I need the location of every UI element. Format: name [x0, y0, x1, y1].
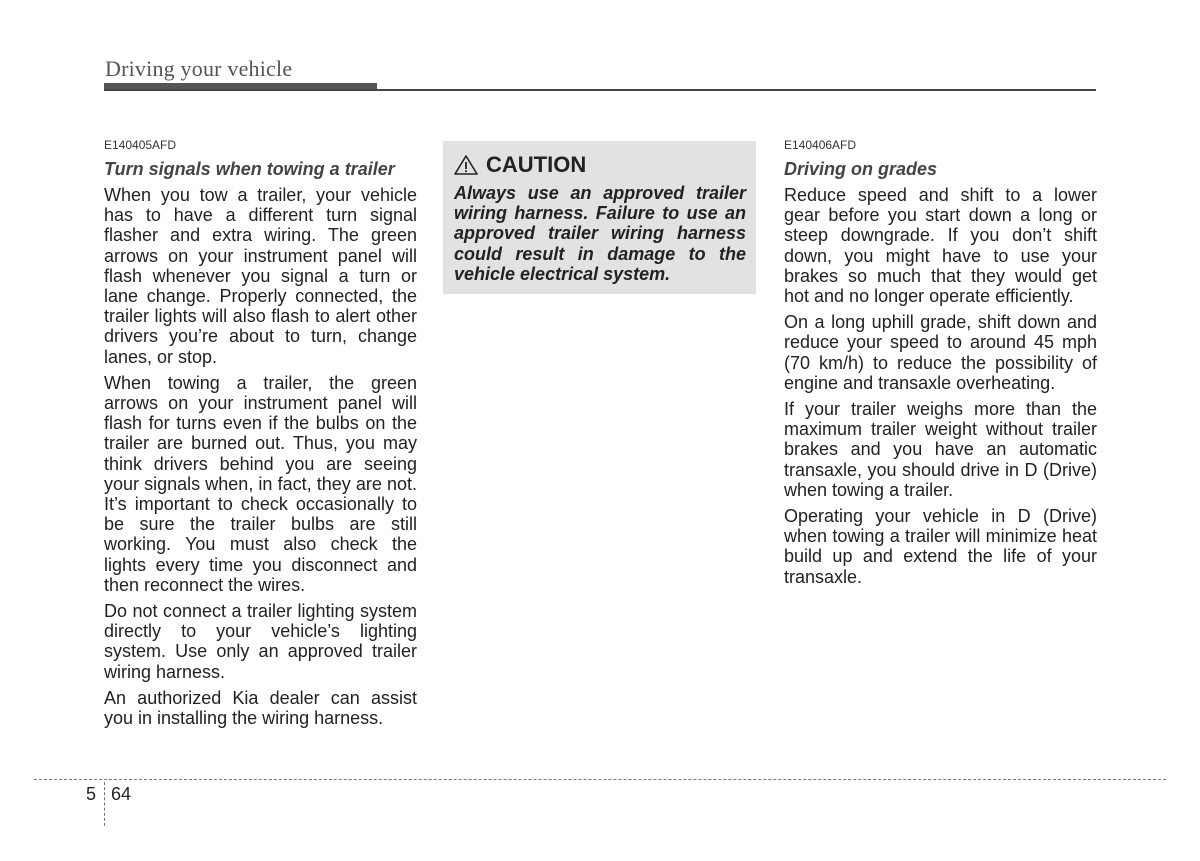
section-heading: Driving on grades: [784, 159, 938, 179]
body-paragraph: On a long uphill grade, shift down and reduce your speed to around 45 mph (70 km/h) to reduce the possibility of engine and transaxle overheating.: [784, 312, 1097, 393]
caution-header: [454, 151, 746, 179]
left-column: [104, 138, 417, 734]
page-number: 64: [111, 784, 132, 804]
body-paragraph: When towing a trailer, the green arrows on your instrument panel will flash for turns even if the bulbs on the trailer are burned out. Thus, you may think drivers behind you are seeing your signals when, in fact, they are not. It’s important to check occasionally to be sure the trailer bulbs are still working. You must also check the lights every time you disconnect and then reconnect the wires.: [104, 372, 417, 595]
caution-title: CAUTION: [486, 152, 587, 177]
body-paragraph: If your trailer weighs more than the maximum trailer weight without trailer brakes and you have an automatic transaxle, you should drive in D (Drive) when towing a trailer.: [784, 399, 1097, 500]
body-paragraph: Do not connect a trailer lighting system directly to your vehicle’s lighting system. Use only an approved trailer wiring harness.: [104, 601, 417, 682]
header-divider: [104, 89, 1096, 91]
caution-text: Always use an approved trailer wiring harness. Failure to use an approved trailer wiring harness could result in damage to the vehicle electrical system.: [454, 183, 746, 284]
chapter-number: 5: [86, 784, 97, 804]
body-paragraph: When you tow a trailer, your vehicle has to have a different turn signal flasher and extra wiring. The green arrows on your instrument panel will flash whenever you signal a turn or lane change. Properly connected, the trailer lights will also flash to alert other drivers you’re about to turn, change lanes, or stop.: [104, 185, 417, 367]
body-paragraph: An authorized Kia dealer can assist you in installing the wiring harness.: [104, 687, 417, 729]
section-code: E140405AFD: [104, 138, 177, 152]
section-code: E140406AFD: [784, 138, 857, 152]
caution-box: [443, 141, 756, 294]
warning-triangle-icon: [454, 154, 478, 176]
body-paragraph: Operating your vehicle in D (Drive) when towing a trailer will minimize heat build up and extend the life of your transaxle.: [784, 506, 1097, 587]
body-paragraph: Reduce speed and shift to a lower gear before you start down a long or steep downgrade. If you don’t shift down, you might have to use your brakes so much that they would get hot and no longer operate efficiently.: [784, 185, 1097, 307]
section-heading: Turn signals when towing a trailer: [104, 159, 395, 179]
footer-divider: [34, 779, 1166, 780]
page-header-title: Driving your vehicle: [105, 56, 293, 81]
right-column: [784, 138, 1097, 593]
footer-page-separator: [104, 782, 105, 826]
